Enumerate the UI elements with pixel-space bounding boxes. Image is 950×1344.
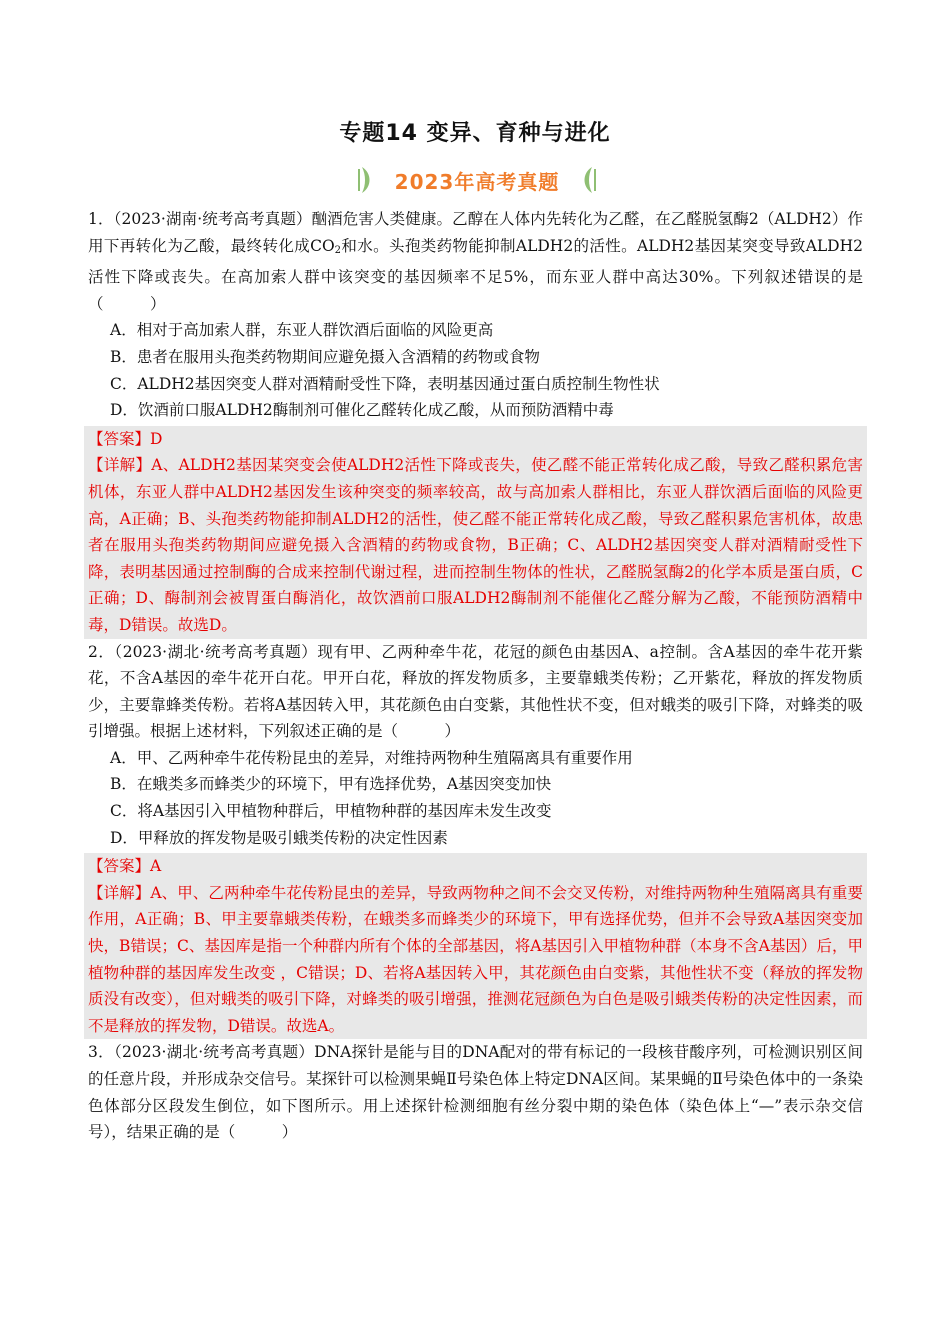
question-stem: 3．（2023·湖北·统考高考真题）DNA探针是能与目的DNA配对的带有标记的一段核苷酸序列，可检测识别区间的任意片段，并形成杂交信号。某探针可以检测果蝇Ⅱ号染色体上特定DNA区间。某果蝇的Ⅱ号染色体中的一条染色体部分区段发生倒位，如下图所示。用上述探针检测细胞有丝分裂中期的染色体（染色体上“—”表示杂交信号），结果正确的是（ ） bbox=[88, 1043, 863, 1142]
question-1 bbox=[88, 206, 863, 639]
option-d: D．饮酒前口服ALDH2酶制剂可催化乙醛转化成乙酸，从而预防酒精中毒 bbox=[110, 401, 614, 420]
answer-block bbox=[84, 853, 867, 1039]
question-3 bbox=[88, 1039, 863, 1145]
answer-block bbox=[84, 426, 867, 639]
stem-text: 和水。头孢类药物能抑制ALDH2的活性。ALDH2基因某突变导致ALDH2活性下降或丧失。在高加索人群中该突变的基因频率不足5%，而东亚人群中高达30%。下列叙述错误的是（ ） bbox=[88, 236, 863, 313]
question-stem bbox=[88, 206, 863, 317]
subscript: 2 bbox=[334, 244, 342, 256]
explanation: 【详解】A、甲、乙两种牵牛花传粉昆虫的差异，导致两物种之间不会交叉传粉，对维持两物种生殖隔离具有重要作用，A正确；B、甲主要靠蛾类传粉，在蛾类多而蜂类少的环境下，甲有选择优势，但并不会导致A基因突变加快，B错误；C、基因库是指一个种群内所有个体的全部基因，将A基因引入甲植物种群（本身不含A基因）后，甲植物种群的基因库发生改变 ，C错误；D、若将A基因转入甲，其花颜色由白变紫，其他性状不变（释放的挥发物质没有改变），但对蛾类的吸引下降，对蜂类的吸引增强，推测花冠颜色为白色是吸引蛾类传粉的决定性因素，而不是释放的挥发物，D错误。故选A。 bbox=[88, 883, 863, 1035]
banner-text: 2023年高考真题 bbox=[394, 170, 560, 194]
option-b: B．在蛾类多而蜂类少的环境下，甲有选择优势，A基因突变加快 bbox=[110, 775, 552, 794]
option-a: A．甲、乙两种牵牛花传粉昆虫的差异，对维持两物种生殖隔离具有重要作用 bbox=[110, 748, 633, 767]
option-b: B．患者在服用头孢类药物期间应避免摄入含酒精的药物或食物 bbox=[110, 347, 540, 366]
page-title: 专题14 变异、育种与进化 bbox=[339, 121, 611, 146]
option-a: A．相对于高加索人群，东亚人群饮酒后面临的风险更高 bbox=[110, 321, 494, 340]
stem-text: 1．（2023·湖南·统考高考真题）酗酒危害人类健康。乙醇在人体内先转化为乙醛，在乙醛脱氢酶2（ALDH2）作用下再转化为乙酸，最终转化成CO bbox=[88, 210, 863, 255]
answer-label: 【答案】A bbox=[88, 857, 162, 876]
section-banner bbox=[354, 163, 600, 197]
question-list bbox=[88, 206, 863, 1146]
option-c: C．ALDH2基因突变人群对酒精耐受性下降，表明基因通过蛋白质控制生物性状 bbox=[110, 374, 660, 393]
question-2 bbox=[88, 639, 863, 1040]
leaf-right-icon bbox=[580, 165, 596, 195]
answer-label: 【答案】D bbox=[88, 429, 163, 448]
option-d: D．甲释放的挥发物是吸引蛾类传粉的决定性因素 bbox=[110, 828, 448, 847]
explanation: 【详解】A、ALDH2基因某突变会使ALDH2活性下降或丧失，使乙醛不能正常转化成乙酸，导致乙醛积累危害机体，东亚人群中ALDH2基因发生该种突变的频率较高，故与高加索人群相比，东亚人群饮酒后面临的风险更高，A正确；B、头孢类药物能抑制ALDH2的活性，使乙醛不能正常转化成乙酸，导致乙醛积累危害机体，故患者在服用头孢类药物期间应避免摄入含酒精的药物或食物，B正确；C、ALDH2基因突变人群对酒精耐受性下降，表明基因通过控制酶的合成来控制代谢过程，进而控制生物体的性状，乙醛脱氢酶2的化学本质是蛋白质，C正确；D、酶制剂会被胃蛋白酶消化，故饮酒前口服ALDH2酶制剂不能催化乙醛分解为乙酸，不能预防酒精中毒，D错误。故选D。 bbox=[88, 456, 863, 634]
question-stem: 2．（2023·湖北·统考高考真题）现有甲、乙两种牵牛花，花冠的颜色由基因A、a控制。含A基因的牵牛花开紫花，不含A基因的牵牛花开白花。甲开白花，释放的挥发物质多，主要靠蛾类传粉；乙开紫花，释放的挥发物质少，主要靠蜂类传粉。若将A基因转入甲，其花颜色由白变紫，其他性状不变，但对蛾类的吸引下降，对蜂类的吸引增强。根据上述材料，下列叙述正确的是（ ） bbox=[88, 642, 863, 741]
option-c: C．将A基因引入甲植物种群后，甲植物种群的基因库未发生改变 bbox=[110, 802, 552, 821]
